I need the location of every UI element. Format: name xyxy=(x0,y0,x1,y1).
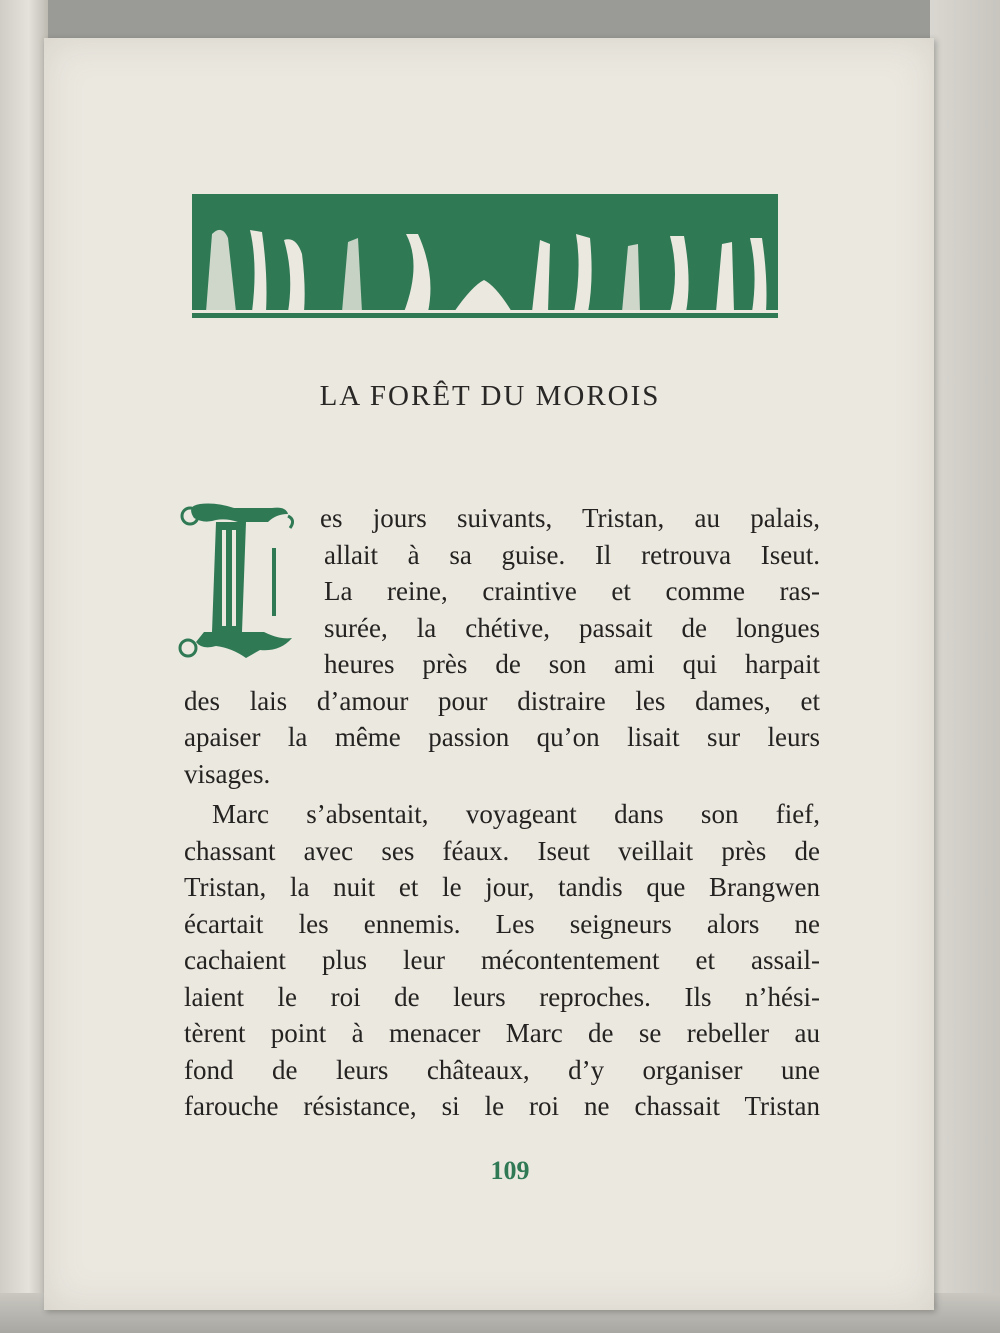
facing-page-edge xyxy=(0,0,48,1333)
text-line: surée, la chétive, passait de longues xyxy=(324,612,820,643)
text-line: chassant avec ses féaux. Iseut veillait près de xyxy=(184,835,820,866)
text-line: Tristan, la nuit et le jour, tandis que Brangwen xyxy=(184,872,820,902)
page-number: 109 xyxy=(490,1156,530,1185)
text-line: des lais d’amour pour distraire les dames, et xyxy=(184,685,820,716)
forest-banner-illustration xyxy=(192,194,778,318)
chapter-title: LA FORÊT DU MOROIS xyxy=(319,380,661,412)
text-line: allait à sa guise. Il retrouva Iseut. xyxy=(324,539,820,570)
text-line: fond de leurs châteaux, d’y organiser une xyxy=(184,1054,820,1085)
text-line: tèrent point à menacer Marc de se rebeller au xyxy=(184,1018,820,1048)
text-line: cachaient plus leur mécontentement et assail- xyxy=(184,945,820,975)
body-text xyxy=(184,500,820,1125)
text-line: visages. xyxy=(184,758,271,789)
text-line: es jours suivants, Tristan, au palais, xyxy=(320,503,820,533)
paragraph-1 xyxy=(184,500,820,792)
text-line: écartait les ennemis. Les seigneurs alors ne xyxy=(184,908,820,939)
text-line: Marc s’absentait, voyageant dans son fief, xyxy=(212,799,820,829)
book-edge xyxy=(930,0,1000,1333)
text-line: La reine, craintive et comme ras- xyxy=(324,576,820,606)
paragraph-2 xyxy=(184,796,820,1125)
text-line: laient le roi de leurs reproches. Ils n’hési- xyxy=(184,981,820,1012)
text-line: heures près de son ami qui harpait xyxy=(324,649,820,679)
text-line: apaiser la même passion qu’on lisait sur leurs xyxy=(184,722,820,752)
text-line: farouche résistance, si le roi ne chassait Tristan xyxy=(184,1091,820,1121)
